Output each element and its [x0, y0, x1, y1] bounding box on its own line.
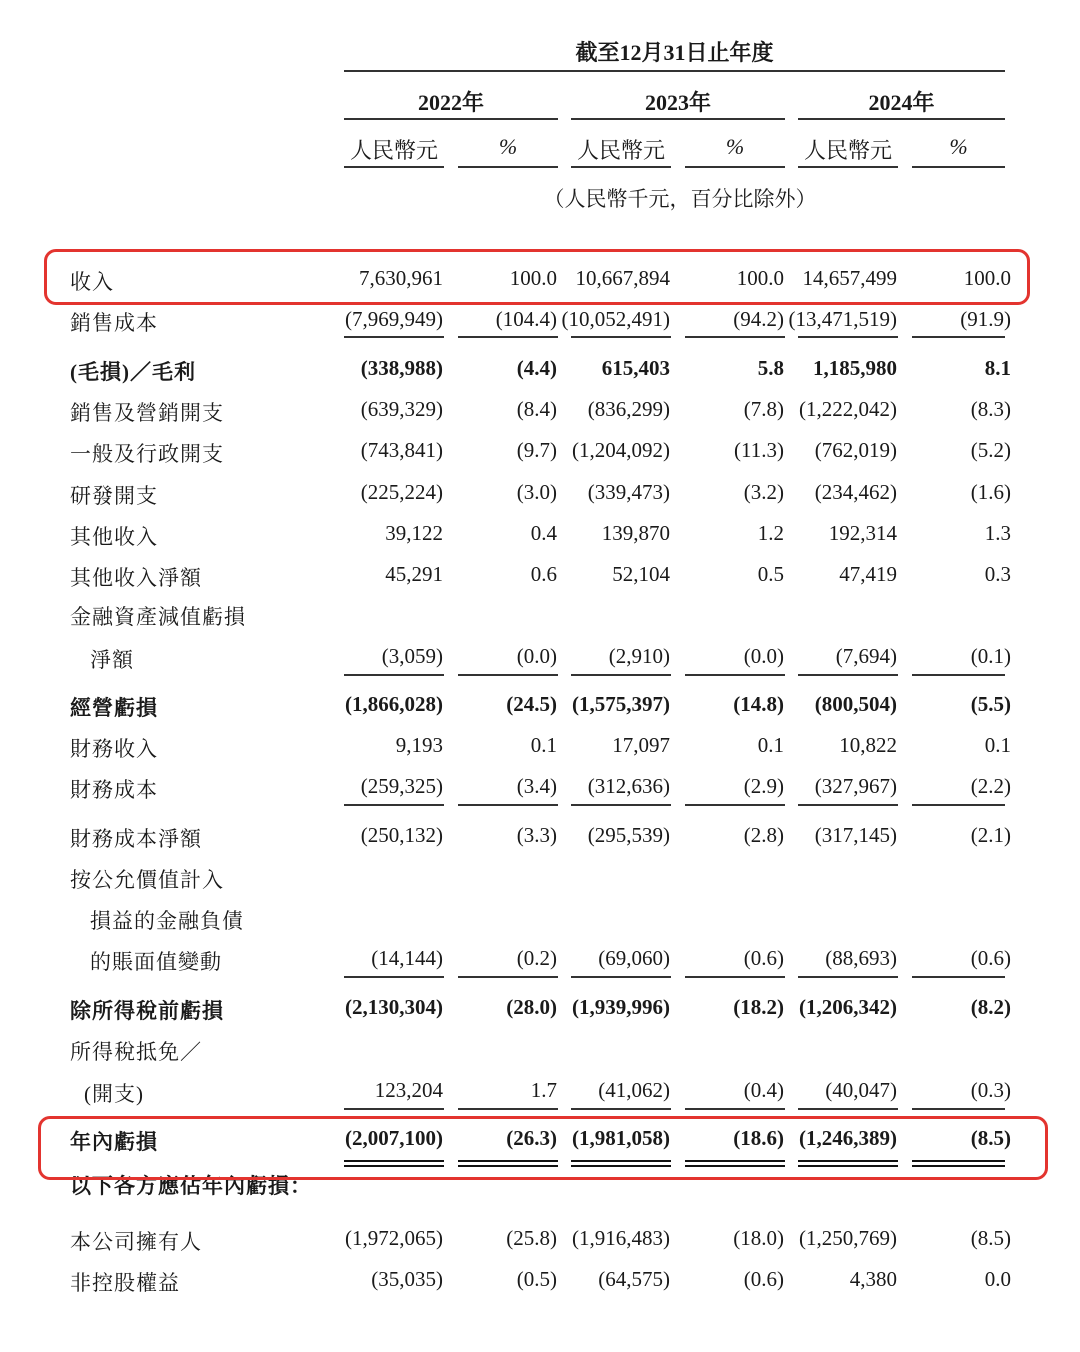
row-value: 1.2	[757, 521, 784, 545]
row-value: 47,419	[839, 562, 897, 586]
row-label: 年內虧損	[70, 1130, 158, 1154]
row-label: 經營虧損	[70, 696, 158, 720]
row-value: (5.5)	[970, 692, 1011, 716]
row-value: (64,575)	[598, 1267, 670, 1291]
row-value: (8.4)	[516, 397, 557, 421]
row-value: (35,035)	[371, 1267, 443, 1291]
row-value: 10,822	[839, 733, 897, 757]
currency-label-2024: 人民幣元	[803, 138, 892, 163]
row-value: (18.0)	[733, 1226, 784, 1250]
row-value: 0.0	[984, 1267, 1011, 1291]
row-value: (25.8)	[506, 1226, 557, 1250]
row-value: (1,250,769)	[799, 1226, 897, 1250]
row-value: (762,019)	[814, 438, 897, 462]
row-value: 192,314	[828, 521, 897, 545]
subtotal-rule	[571, 804, 671, 806]
row-value: (259,325)	[360, 774, 443, 798]
row-value: (327,967)	[814, 774, 897, 798]
row-value: 0.5	[757, 562, 784, 586]
row-value: (0.6)	[970, 946, 1011, 970]
row-value: 0.4	[530, 521, 557, 545]
subtotal-rule	[344, 1108, 444, 1110]
row-value: (0.3)	[970, 1078, 1011, 1102]
col-underline	[458, 166, 558, 168]
subtotal-rule	[344, 336, 444, 338]
row-label: 的賬面值變動	[90, 950, 222, 974]
row-label: 財務收入	[70, 737, 158, 761]
row-value: (3.2)	[743, 480, 784, 504]
row-value: (8.5)	[970, 1126, 1011, 1150]
row-value: (10,052,491)	[561, 307, 670, 331]
row-value: (2,130,304)	[345, 995, 443, 1019]
row-value: 8.1	[984, 356, 1011, 380]
row-value: (0.2)	[516, 946, 557, 970]
row-value: (104.4)	[495, 307, 557, 331]
subtotal-rule	[685, 804, 785, 806]
row-label: 財務成本	[70, 778, 158, 802]
row-value: (639,329)	[360, 397, 443, 421]
row-value: (24.5)	[506, 692, 557, 716]
row-value: (2.1)	[970, 823, 1011, 847]
subtotal-rule	[798, 1108, 898, 1110]
row-value: 52,104	[612, 562, 670, 586]
row-label: 其他收入淨額	[70, 566, 202, 590]
highlight-box-loss-for-year	[38, 1116, 1048, 1180]
row-value: (0.4)	[743, 1078, 784, 1102]
row-value: (11.3)	[734, 438, 784, 462]
row-value: (26.3)	[506, 1126, 557, 1150]
row-value: (3.0)	[516, 480, 557, 504]
row-value: 17,097	[612, 733, 670, 757]
year-2024: 2024年	[868, 90, 935, 115]
row-value: 123,204	[374, 1078, 443, 1102]
subtotal-rule	[344, 674, 444, 676]
row-value: (2.2)	[970, 774, 1011, 798]
row-value: (1,916,483)	[572, 1226, 670, 1250]
row-label: 淨額	[90, 648, 134, 672]
pct-label-2022: %	[498, 134, 518, 159]
row-value: (94.2)	[733, 307, 784, 331]
subtotal-rule	[912, 674, 1005, 676]
row-value: (14,144)	[371, 946, 443, 970]
row-value: (88,693)	[825, 946, 897, 970]
row-value: (234,462)	[814, 480, 897, 504]
row-value: (1,939,996)	[572, 995, 670, 1019]
row-label: 一般及行政開支	[70, 442, 224, 466]
row-value: (250,132)	[360, 823, 443, 847]
row-value: (1,246,389)	[799, 1126, 897, 1150]
year-2022: 2022年	[417, 90, 484, 115]
row-value: (18.2)	[733, 995, 784, 1019]
year-2023-underline	[571, 118, 785, 120]
row-value: (339,473)	[587, 480, 670, 504]
row-label: 以下各方應佔年內虧損：	[70, 1174, 312, 1198]
unit-note: （人民幣千元，百分比除外）	[543, 187, 817, 211]
subtotal-rule	[798, 674, 898, 676]
row-value: 39,122	[385, 521, 443, 545]
row-value: (91.9)	[960, 307, 1011, 331]
row-value: 615,403	[601, 356, 670, 380]
row-value: (1,866,028)	[345, 692, 443, 716]
subtotal-rule	[458, 336, 558, 338]
pct-label-2023: %	[725, 134, 745, 159]
subtotal-rule	[458, 804, 558, 806]
row-value: (3,059)	[381, 644, 443, 668]
row-value: (0.6)	[743, 1267, 784, 1291]
highlight-box-revenue	[44, 249, 1030, 305]
subtotal-rule	[571, 1108, 671, 1110]
row-value: 4,380	[849, 1267, 897, 1291]
subtotal-rule	[798, 336, 898, 338]
subtotal-rule	[571, 674, 671, 676]
period-header: 截至12月31日止年度	[575, 40, 774, 65]
row-value: (312,636)	[587, 774, 670, 798]
row-value: (0.6)	[743, 946, 784, 970]
row-label: 銷售及營銷開支	[70, 401, 224, 425]
subtotal-rule	[912, 976, 1005, 978]
row-label: 本公司擁有人	[70, 1230, 202, 1254]
row-value: (69,060)	[598, 946, 670, 970]
row-value: 1,185,980	[813, 356, 897, 380]
row-value: (2,007,100)	[345, 1126, 443, 1150]
row-value: (18.6)	[733, 1126, 784, 1150]
row-label: 所得稅抵免／	[70, 1040, 202, 1064]
year-2023: 2023年	[644, 90, 711, 115]
row-label: 損益的金融負債	[90, 909, 244, 933]
row-value: (317,145)	[814, 823, 897, 847]
row-value: (0.0)	[743, 644, 784, 668]
row-value: (14.8)	[733, 692, 784, 716]
pct-label-2024: %	[949, 134, 968, 159]
row-value: (1,575,397)	[572, 692, 670, 716]
row-value: 7,630,961	[359, 266, 443, 290]
year-2022-underline	[344, 118, 558, 120]
row-value: (41,062)	[598, 1078, 670, 1102]
row-value: (1.6)	[970, 480, 1011, 504]
col-underline	[912, 166, 1005, 168]
row-value: 0.6	[530, 562, 557, 586]
row-value: 100.0	[736, 266, 784, 290]
currency-label-2022: 人民幣元	[349, 138, 438, 163]
row-value: (8.5)	[970, 1226, 1011, 1250]
row-label: 財務成本淨額	[70, 827, 202, 851]
row-value: 100.0	[509, 266, 557, 290]
row-value: (338,988)	[360, 356, 443, 380]
subtotal-rule	[685, 336, 785, 338]
row-value: (28.0)	[506, 995, 557, 1019]
col-underline	[344, 166, 444, 168]
subtotal-rule	[685, 1108, 785, 1110]
row-value: (2.8)	[743, 823, 784, 847]
row-value: (800,504)	[814, 692, 897, 716]
row-value: 100.0	[963, 266, 1011, 290]
row-value: (8.3)	[970, 397, 1011, 421]
currency-label-2023: 人民幣元	[576, 138, 665, 163]
row-value: (9.7)	[516, 438, 557, 462]
row-label: 非控股權益	[70, 1271, 180, 1295]
row-value: (3.4)	[516, 774, 557, 798]
subtotal-rule	[912, 336, 1005, 338]
row-label: 金融資產減值虧損	[70, 605, 246, 629]
row-value: (3.3)	[516, 823, 557, 847]
row-value: (295,539)	[587, 823, 670, 847]
row-value: (1,222,042)	[799, 397, 897, 421]
subtotal-rule	[912, 804, 1005, 806]
row-value: 0.3	[984, 562, 1011, 586]
row-value: 14,657,499	[802, 266, 897, 290]
row-value: 10,667,894	[575, 266, 670, 290]
row-label: 其他收入	[70, 525, 158, 549]
subtotal-rule	[344, 976, 444, 978]
row-value: (836,299)	[587, 397, 670, 421]
row-value: (0.5)	[516, 1267, 557, 1291]
row-value: (225,224)	[360, 480, 443, 504]
subtotal-rule	[571, 336, 671, 338]
row-value: (0.0)	[516, 644, 557, 668]
row-label: 除所得稅前虧損	[70, 999, 224, 1023]
row-value: (1,981,058)	[572, 1126, 670, 1150]
subtotal-rule	[344, 804, 444, 806]
subtotal-rule	[458, 674, 558, 676]
row-value: (2,910)	[608, 644, 670, 668]
row-label: (開支)	[84, 1082, 144, 1106]
row-value: (2.9)	[743, 774, 784, 798]
subtotal-rule	[798, 804, 898, 806]
row-value: 1.7	[530, 1078, 557, 1102]
row-value: 45,291	[385, 562, 443, 586]
subtotal-rule	[798, 976, 898, 978]
subtotal-rule	[458, 976, 558, 978]
row-value: (7,969,949)	[345, 307, 443, 331]
row-label: 銷售成本	[70, 311, 158, 335]
col-underline	[571, 166, 671, 168]
row-value: 0.1	[530, 733, 557, 757]
row-label: 收入	[70, 270, 114, 294]
row-label: 按公允價值計入	[70, 868, 224, 892]
row-value: (5.2)	[970, 438, 1011, 462]
period-underline	[344, 70, 1005, 72]
row-value: 9,193	[395, 733, 443, 757]
subtotal-rule	[571, 976, 671, 978]
subtotal-rule	[685, 976, 785, 978]
col-underline	[685, 166, 785, 168]
subtotal-rule	[685, 674, 785, 676]
row-value: (8.2)	[970, 995, 1011, 1019]
row-value: (13,471,519)	[788, 307, 897, 331]
row-value: (743,841)	[360, 438, 443, 462]
subtotal-rule	[912, 1108, 1005, 1110]
row-value: 5.8	[757, 356, 784, 380]
row-value: 139,870	[601, 521, 670, 545]
row-value: 0.1	[757, 733, 784, 757]
row-value: (1,972,065)	[345, 1226, 443, 1250]
row-value: 1.3	[984, 521, 1011, 545]
row-value: 0.1	[984, 733, 1011, 757]
row-value: (1,206,342)	[799, 995, 897, 1019]
row-value: (7,694)	[835, 644, 897, 668]
row-value: (40,047)	[825, 1078, 897, 1102]
row-label: (毛損)／毛利	[70, 360, 196, 384]
row-label: 研發開支	[70, 484, 158, 508]
subtotal-rule	[458, 1108, 558, 1110]
row-value: (0.1)	[970, 644, 1011, 668]
row-value: (7.8)	[743, 397, 784, 421]
year-2024-underline	[798, 118, 1005, 120]
row-value: (1,204,092)	[572, 438, 670, 462]
col-underline	[798, 166, 898, 168]
row-value: (4.4)	[516, 356, 557, 380]
